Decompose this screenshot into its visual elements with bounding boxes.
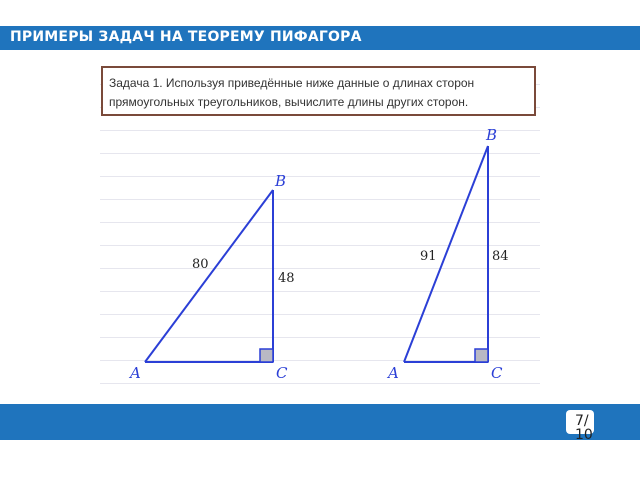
page-number-badge bbox=[566, 410, 594, 443]
triangle-2-hypotenuse bbox=[404, 146, 488, 362]
triangle-1-hypotenuse-value: 80 bbox=[192, 257, 209, 272]
task-line-2: прямоугольных треугольников, вычислите длины других сторон. bbox=[109, 95, 469, 109]
triangle-1-right-angle bbox=[260, 349, 273, 362]
triangle-2-label-c: C bbox=[491, 364, 503, 382]
triangle-1 bbox=[145, 190, 273, 362]
triangle-1-leg-value: 48 bbox=[278, 271, 295, 286]
triangle-2-leg-value: 84 bbox=[492, 249, 509, 264]
page-number: 7/10 bbox=[575, 413, 593, 443]
triangle-2-label-b: B bbox=[486, 126, 498, 144]
footer-bar bbox=[0, 404, 640, 443]
triangle-1-label-b: B bbox=[275, 172, 287, 190]
triangle-2-hypotenuse-value: 91 bbox=[420, 249, 437, 264]
triangle-2-right-angle bbox=[475, 349, 488, 362]
triangle-1-label-c: C bbox=[276, 364, 288, 382]
triangle-1-label-a: A bbox=[130, 364, 141, 382]
triangle-1-hypotenuse bbox=[145, 190, 273, 362]
slide-title: ПРИМЕРЫ ЗАДАЧ НА ТЕОРЕМУ ПИФАГОРА bbox=[10, 29, 362, 45]
triangle-2-label-a: A bbox=[388, 364, 399, 382]
triangle-2 bbox=[404, 146, 488, 362]
task-line-1: Задача 1. Используя приведённые ниже данные о длинах сторон bbox=[109, 76, 475, 90]
